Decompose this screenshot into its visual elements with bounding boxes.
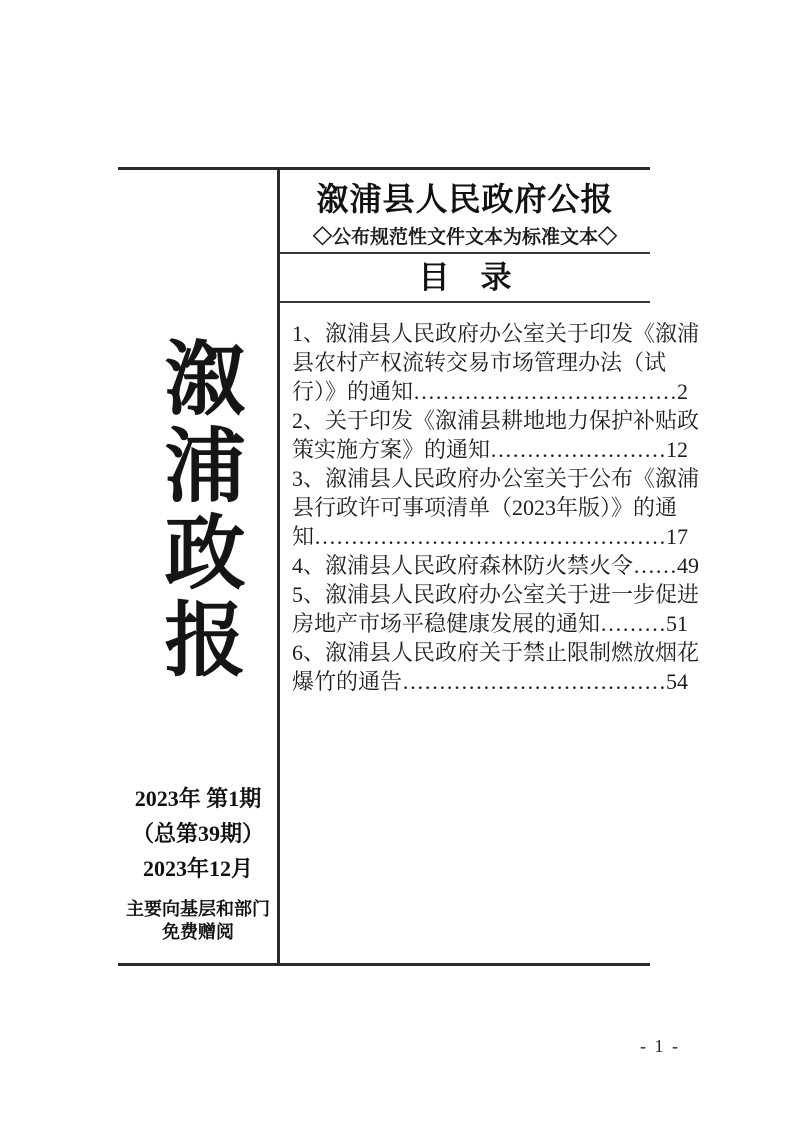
distribution-note-line1: 主要向基层和部门 <box>126 899 270 919</box>
toc-dot-leader: …………………… <box>490 437 667 462</box>
toc-page-number: 54 <box>666 669 689 694</box>
toc-dot-leader: ……… <box>600 611 667 636</box>
footer-page-number: - 1 - <box>640 1036 680 1056</box>
toc-dot-leader: ……………………………… <box>413 379 678 404</box>
toc-item-title: 3、溆浦县人民政府办公室关于公布《溆浦县行政许可事项清单（2023年版）》的通知 <box>292 466 700 549</box>
toc-heading: 目 录 <box>418 260 512 295</box>
toc-dot-leader: ………………………………………… <box>314 524 667 549</box>
toc-dot-leader: …… <box>633 553 678 578</box>
toc-page-number: 51 <box>666 611 689 636</box>
toc-heading-divider-rule <box>280 301 650 303</box>
toc-item <box>292 551 706 580</box>
distribution-note-line2: 免费赠阅 <box>162 922 234 942</box>
top-border-rule <box>118 167 650 170</box>
issue-date: 2023年12月 <box>142 856 253 881</box>
toc-item-title: 2、关于印发《溆浦县耕地地力保护补贴政策实施方案》的通知 <box>292 408 700 462</box>
subtitle-divider-rule <box>280 252 650 254</box>
toc-page-number: 12 <box>666 437 689 462</box>
gazette-title: 溆浦县人民政府公报 <box>316 181 614 217</box>
toc-page-number: 2 <box>677 379 689 404</box>
vertical-masthead-title: 溆浦政报 <box>153 336 243 684</box>
toc-item-title: 6、溆浦县人民政府关于禁止限制燃放烟花爆竹的通告 <box>292 640 700 694</box>
toc-item <box>292 319 706 406</box>
toc-item-title: 4、溆浦县人民政府森林防火禁火令 <box>292 553 634 578</box>
distribution-note <box>118 898 278 944</box>
toc-dot-leader: ……………………………… <box>402 669 667 694</box>
issue-cumulative: （总第39期） <box>131 821 264 846</box>
toc-item <box>292 464 706 551</box>
toc-item <box>292 406 706 464</box>
toc-page-number: 49 <box>677 553 700 578</box>
gazette-subtitle: ◇公布规范性文件文本为标准文本◇ <box>312 227 617 248</box>
issue-info-block <box>118 781 278 944</box>
toc-item-title: 1、溆浦县人民政府办公室关于印发《溆浦县农村产权流转交易市场管理办法（试行）》的通知 <box>292 321 700 404</box>
toc-page-number: 17 <box>666 524 689 549</box>
bottom-border-rule <box>118 963 650 966</box>
toc-item <box>292 638 706 696</box>
issue-period: 2023年 第1期 <box>134 786 262 811</box>
toc-item-title: 5、溆浦县人民政府办公室关于进一步促进房地产市场平稳健康发展的通知 <box>292 582 700 636</box>
toc-item <box>292 580 706 638</box>
toc-list <box>292 319 706 696</box>
